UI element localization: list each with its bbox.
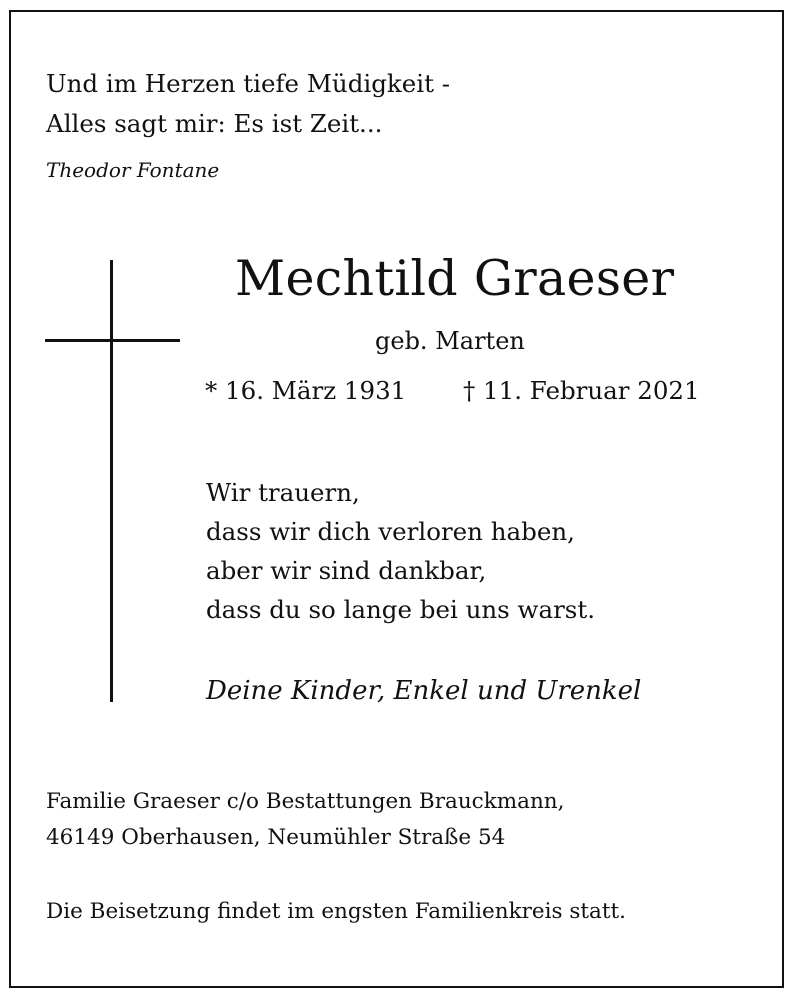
contact-line-2: 46149 Oberhausen, Neumühler Straße 54 (46, 825, 506, 850)
mourning-line-4: dass du so lange bei uns warst. (206, 595, 595, 624)
quote-line-1: Und im Herzen tiefe Müdigkeit - (46, 69, 450, 98)
mourning-line-1: Wir trauern, (206, 478, 360, 507)
cross-vertical-bar (110, 260, 113, 702)
death-date: † 11. Februar 2021 (463, 376, 700, 405)
birth-date: * 16. März 1931 (205, 376, 407, 405)
burial-notice: Die Beisetzung findet im engsten Familienkreis statt. (46, 899, 626, 924)
cross-horizontal-bar (45, 339, 180, 342)
quote-author: Theodor Fontane (46, 158, 220, 182)
contact-line-1: Familie Graeser c/o Bestattungen Brauckmann, (46, 789, 565, 814)
quote-line-2: Alles sagt mir: Es ist Zeit... (46, 109, 383, 138)
mourning-line-3: aber wir sind dankbar, (206, 556, 487, 585)
mourning-line-2: dass wir dich verloren haben, (206, 517, 575, 546)
deceased-name: Mechtild Graeser (235, 250, 675, 307)
mourners-signature: Deine Kinder, Enkel und Urenkel (206, 676, 642, 706)
birth-name: geb. Marten (375, 327, 525, 355)
